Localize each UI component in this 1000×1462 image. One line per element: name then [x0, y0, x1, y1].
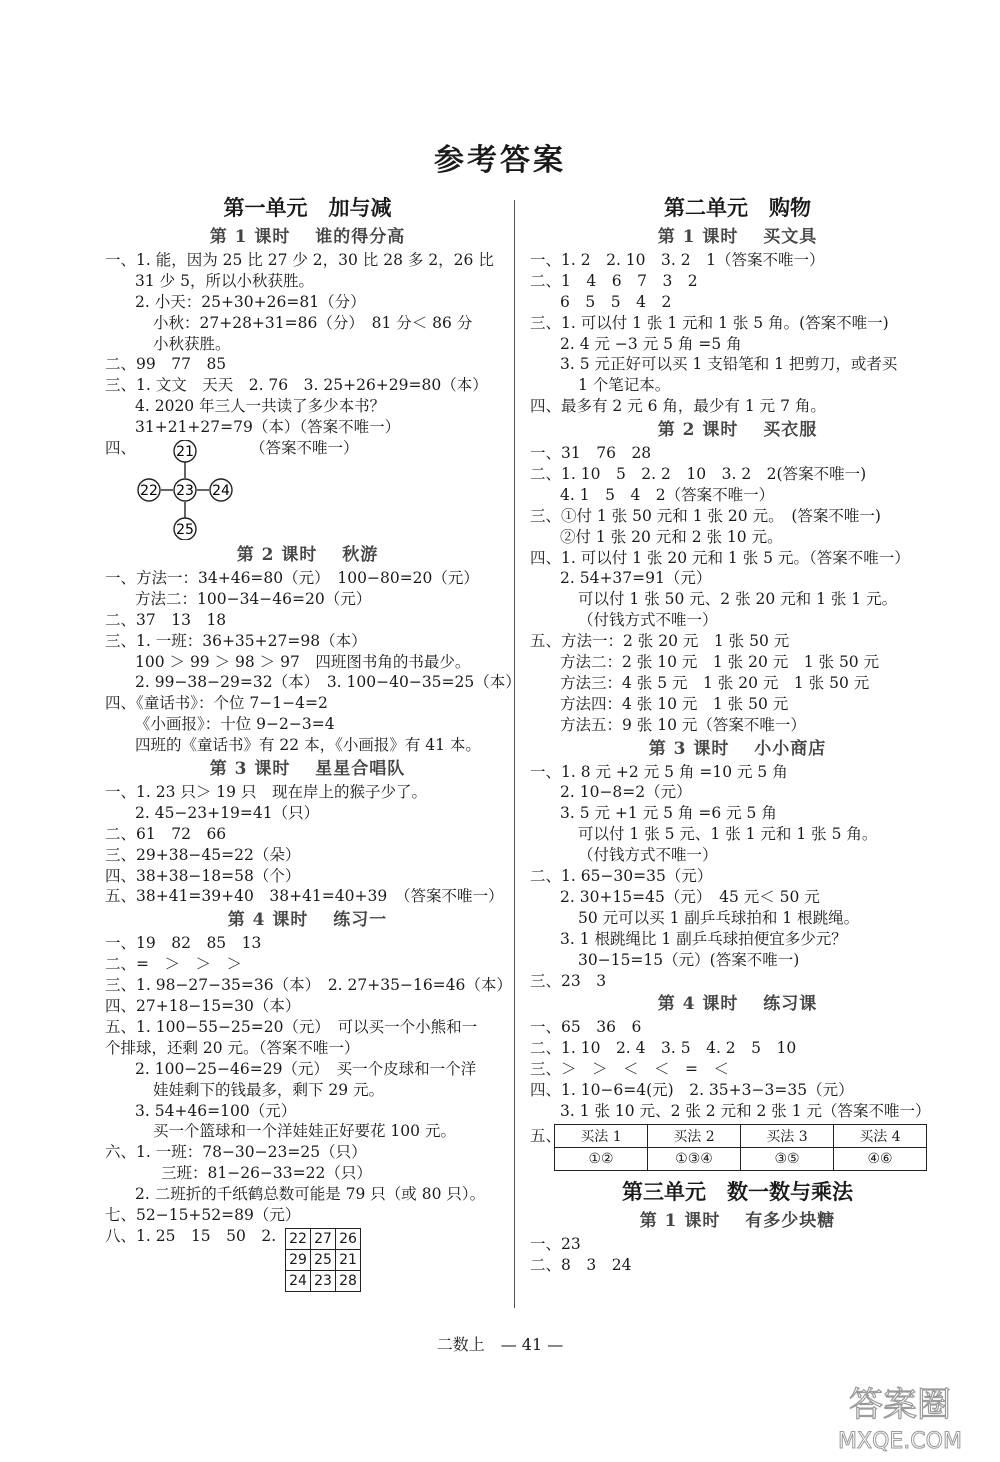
answer-line: 三、1. 一班：36+35+27=98（本）	[105, 631, 367, 650]
answer-line: 四、1. 可以付 1 张 20 元和 1 张 5 元。（答案不唯一）	[530, 548, 910, 567]
answer-line: 方法二：2 张 10 元 1 张 20 元 1 张 50 元	[560, 653, 880, 672]
answer-line: 五、1. 100−55−25=20（元） 可以买一个小熊和一	[105, 1017, 478, 1036]
answer-line: 六、1. 一班：78−30−23=25（只）	[105, 1143, 367, 1162]
answer-line: 《小画报》：十位 9−2−3=4	[135, 715, 335, 734]
table-header: 买法 2	[648, 1124, 741, 1147]
answer-line: 三、29+38−45=22（朵）	[105, 845, 301, 864]
answer-line: 三、1. 可以付 1 张 1 元和 1 张 5 角。(答案不唯一)	[530, 313, 889, 332]
answer-line: 2. 54+37=91（元）	[560, 569, 712, 588]
answer-line: 31 少 5，所以小秋获胜。	[135, 271, 314, 290]
answer-line: 方法三：4 张 5 元 1 张 20 元 1 张 50 元	[560, 673, 870, 692]
answer-line: 方法五：9 张 10 元（答案不唯一）	[560, 715, 806, 734]
right-column	[530, 192, 945, 1276]
answer-note: （答案不唯一）	[250, 439, 359, 458]
answer-line: 一、31 76 28	[530, 444, 652, 463]
unit1-title: 第一单元 加与减	[223, 196, 392, 220]
answer-line: （付钱方式不唯一）	[578, 846, 718, 865]
grid-cell: 26	[336, 1228, 361, 1249]
answer-line: 小秋：27+28+31=86（分） 81 分＜ 86 分	[153, 313, 473, 332]
answer-line: 二、37 13 18	[105, 610, 227, 629]
answer-line: 30−15=15（元）(答案不唯一)	[578, 950, 800, 969]
answer-line: 五、方法一：2 张 20 元 1 张 50 元	[530, 632, 790, 651]
answer-line: 一、1. 8 元 +2 元 5 角 =10 元 5 角	[530, 762, 788, 781]
u1-lesson2-title: 第 2 课时 秋游	[236, 545, 379, 566]
grid-cell: 27	[311, 1228, 336, 1249]
u1-lesson1-title: 第 1 课时 谁的得分高	[209, 227, 406, 247]
column-divider	[514, 200, 515, 1308]
answer-line: 3. 1 张 10 元、2 张 2 元和 2 张 1 元（答案不唯一）	[560, 1101, 931, 1120]
answer-line: 一、19 82 85 13	[105, 934, 262, 953]
answer-line: 四、38+38−18=58（个）	[105, 866, 301, 885]
answer-line: 1 个笔记本。	[578, 376, 671, 395]
unit2-title: 第二单元 购物	[664, 196, 811, 220]
answer-label: 五、	[530, 1126, 562, 1145]
left-column	[105, 192, 521, 1296]
answer-line: 方法四：4 张 10 元 1 张 50 元	[560, 694, 789, 713]
answer-line: 一、65 36 6	[530, 1018, 642, 1037]
answer-line: 买一个篮球和一个洋娃娃正好要花 100 元。	[153, 1122, 456, 1141]
unit3-title: 第三单元 数一数与乘法	[622, 1179, 853, 1204]
u2-lesson1-title: 第 1 课时 买文具	[657, 227, 818, 247]
answer-line: 一、1. 2 2. 10 3. 2 1（答案不唯一）	[530, 251, 825, 269]
answer-line: 二、= ＞ ＞ ＞	[105, 955, 242, 974]
answer-line: 一、1. 能，因为 25 比 27 少 2，30 比 28 多 2，26 比	[105, 251, 494, 269]
grid-cell: 29	[286, 1249, 311, 1270]
circle-diagram-answer	[105, 438, 510, 542]
answer-line: 6 5 5 4 2	[560, 292, 672, 311]
page-footer: 二数上 — 41 —	[436, 1335, 564, 1354]
answer-line: 小秋获胜。	[153, 334, 231, 353]
answer-line: 四、27+18−15=30（本）	[105, 997, 301, 1016]
table-header: 买法 3	[741, 1124, 834, 1147]
answer-line: 31+21+27=79（本）（答案不唯一）	[135, 418, 401, 437]
grid-cell: 22	[286, 1228, 311, 1249]
table-header: 买法 1	[555, 1124, 648, 1147]
answer-line: 2. 4 元 −3 元 5 角 =5 角	[560, 334, 742, 353]
answer-line: 可以付 1 张 50 元、2 张 20 元和 1 张 1 元。	[578, 590, 898, 609]
answer-line: 3. 5 元正好可以买 1 支铅笔和 1 把剪刀，或者买	[560, 355, 898, 374]
buying-methods-table	[554, 1124, 927, 1171]
answer-line: 2. 小天：25+30+26=81（分）	[135, 292, 366, 311]
answer-line: 二、1. 10 2. 4 3. 5 4. 2 5 10	[530, 1039, 797, 1058]
answer-line: 一、方法一：34+46=80（元） 100−80=20（元）	[105, 569, 479, 588]
buying-methods-answer	[530, 1122, 945, 1176]
answer-line: 100 ＞ 99 ＞ 98 ＞ 97 四班图书角的书最少。	[135, 652, 471, 671]
answer-line: 三、1. 文文 天天 2. 76 3. 25+26+29=80（本）	[105, 376, 488, 395]
answer-line: 七、52−15+52=89（元）	[105, 1205, 301, 1224]
grid-cell: 21	[336, 1249, 361, 1270]
answer-line: 二、1. 10 5 2. 2 10 3. 2 2(答案不唯一)	[530, 465, 867, 484]
answer-line: 2. 30+15=45（元） 45 元＜ 50 元	[560, 887, 820, 906]
answer-line: 二、1. 65−30=35（元）	[530, 867, 713, 886]
answer-line: 一、23	[530, 1234, 581, 1253]
answer-line: 3. 54+46=100（元）	[135, 1101, 297, 1120]
answer-line: 3. 5 元 +1 元 5 角 =6 元 5 角	[560, 804, 777, 823]
answer-line: 三、23 3	[530, 971, 607, 990]
answer-label: 四、	[105, 439, 137, 458]
diagram-number: 23	[176, 483, 194, 500]
diagram-number: 22	[140, 483, 158, 500]
answer-line: 2. 99−38−29=32（本） 3. 100−40−35=25（本）	[135, 673, 521, 692]
table-cell: ①③④	[648, 1147, 741, 1170]
answer-line: （付钱方式不唯一）	[578, 611, 718, 630]
grid-cell: 23	[311, 1270, 336, 1291]
answer-line: 3. 1 根跳绳比 1 副乒乓球拍便宜多少元？	[560, 929, 847, 948]
watermark-text: 答案圈	[849, 1385, 951, 1425]
answer-label: 八、1. 25 15 50 2.	[105, 1226, 277, 1245]
answer-line: 2. 二班折的千纸鹤总数可能是 79 只（或 80 只）。	[135, 1185, 486, 1204]
u1-lesson3-title: 第 3 课时 星星合唱队	[209, 759, 406, 780]
diagram-number: 21	[176, 444, 194, 461]
answer-line: 五、38+41=39+40 38+41=40+39 （答案不唯一）	[105, 887, 504, 906]
answer-line: 4. 1 5 4 2（答案不唯一）	[560, 485, 775, 504]
answer-line: 二、99 77 85	[105, 355, 227, 374]
answer-line: ②付 1 张 20 元和 2 张 10 元。	[560, 527, 783, 546]
answer-line: 二、1 4 6 7 3 2	[530, 271, 698, 290]
answer-line: 三、1. 98−27−35=36（本） 2. 27+35−16=46（本）	[105, 976, 512, 995]
answer-line: 一、1. 23 只＞ 19 只 现在岸上的猴子少了。	[105, 783, 427, 802]
watermark-logo	[810, 1376, 990, 1456]
table-cell: ④⑥	[834, 1147, 927, 1170]
answer-line: 三、＞ ＞ ＜ ＜ = ＜	[530, 1060, 729, 1079]
page-title: 参考答案	[434, 143, 566, 178]
answer-line: 娃娃剩下的钱最多，剩下 29 元。	[153, 1080, 385, 1099]
grid-cell: 24	[286, 1270, 311, 1291]
answer-line: 2. 10−8=2（元）	[560, 783, 692, 802]
table-cell: ③⑤	[741, 1147, 834, 1170]
u3-lesson1-title: 第 1 课时 有多少块糖	[639, 1210, 836, 1231]
answer-line: 4. 2020 年三人一共读了多少本书？	[135, 397, 386, 416]
u1-lesson4-title: 第 4 课时 练习一	[227, 910, 388, 931]
answer-line: 可以付 1 张 5 元、1 张 1 元和 1 张 5 角。	[578, 825, 878, 844]
diagram-number: 24	[212, 483, 230, 500]
number-circle-diagram	[135, 440, 245, 540]
answer-line: 2. 45−23+19=41（只）	[135, 803, 320, 822]
answer-line: 三班：81−26−33=22（只）	[161, 1164, 372, 1183]
magic-square-answer	[105, 1226, 510, 1296]
grid-cell: 25	[311, 1249, 336, 1270]
u2-lesson3-title: 第 3 课时 小小商店	[648, 738, 827, 759]
u2-lesson4-title: 第 4 课时 练习课	[657, 994, 818, 1015]
watermark-url: MXQE.COM	[838, 1429, 962, 1454]
answer-line: 2. 100−25−46=29（元） 买一个皮球和一个洋	[135, 1059, 477, 1078]
answer-line: 方法二：100−34−46=20（元）	[135, 589, 372, 608]
answer-line: 三、①付 1 张 50 元和 1 张 20 元。 (答案不唯一)	[530, 506, 881, 525]
answer-line: 四、《童话书》：个位 7−1−4=2	[105, 694, 328, 713]
answer-line: 50 元可以买 1 副乒乓球拍和 1 根跳绳。	[578, 908, 860, 927]
answer-line: 个排球，还剩 20 元。（答案不唯一）	[105, 1038, 360, 1057]
answer-line: 四、最多有 2 元 6 角，最少有 1 元 7 角。	[530, 397, 826, 416]
magic-square-grid	[285, 1228, 361, 1292]
answer-line: 二、8 3 24	[530, 1255, 632, 1274]
diagram-number: 25	[176, 522, 194, 539]
table-header: 买法 4	[834, 1124, 927, 1147]
table-cell: ①②	[555, 1147, 648, 1170]
answer-line: 四、1. 10−6=4(元) 2. 35+3−3=35（元）	[530, 1081, 854, 1100]
answer-line: 二、61 72 66	[105, 824, 227, 843]
u2-lesson2-title: 第 2 课时 买衣服	[657, 420, 818, 441]
grid-cell: 28	[336, 1270, 361, 1291]
answer-line: 四班的《童话书》有 22 本，《小画报》有 41 本。	[135, 736, 481, 755]
